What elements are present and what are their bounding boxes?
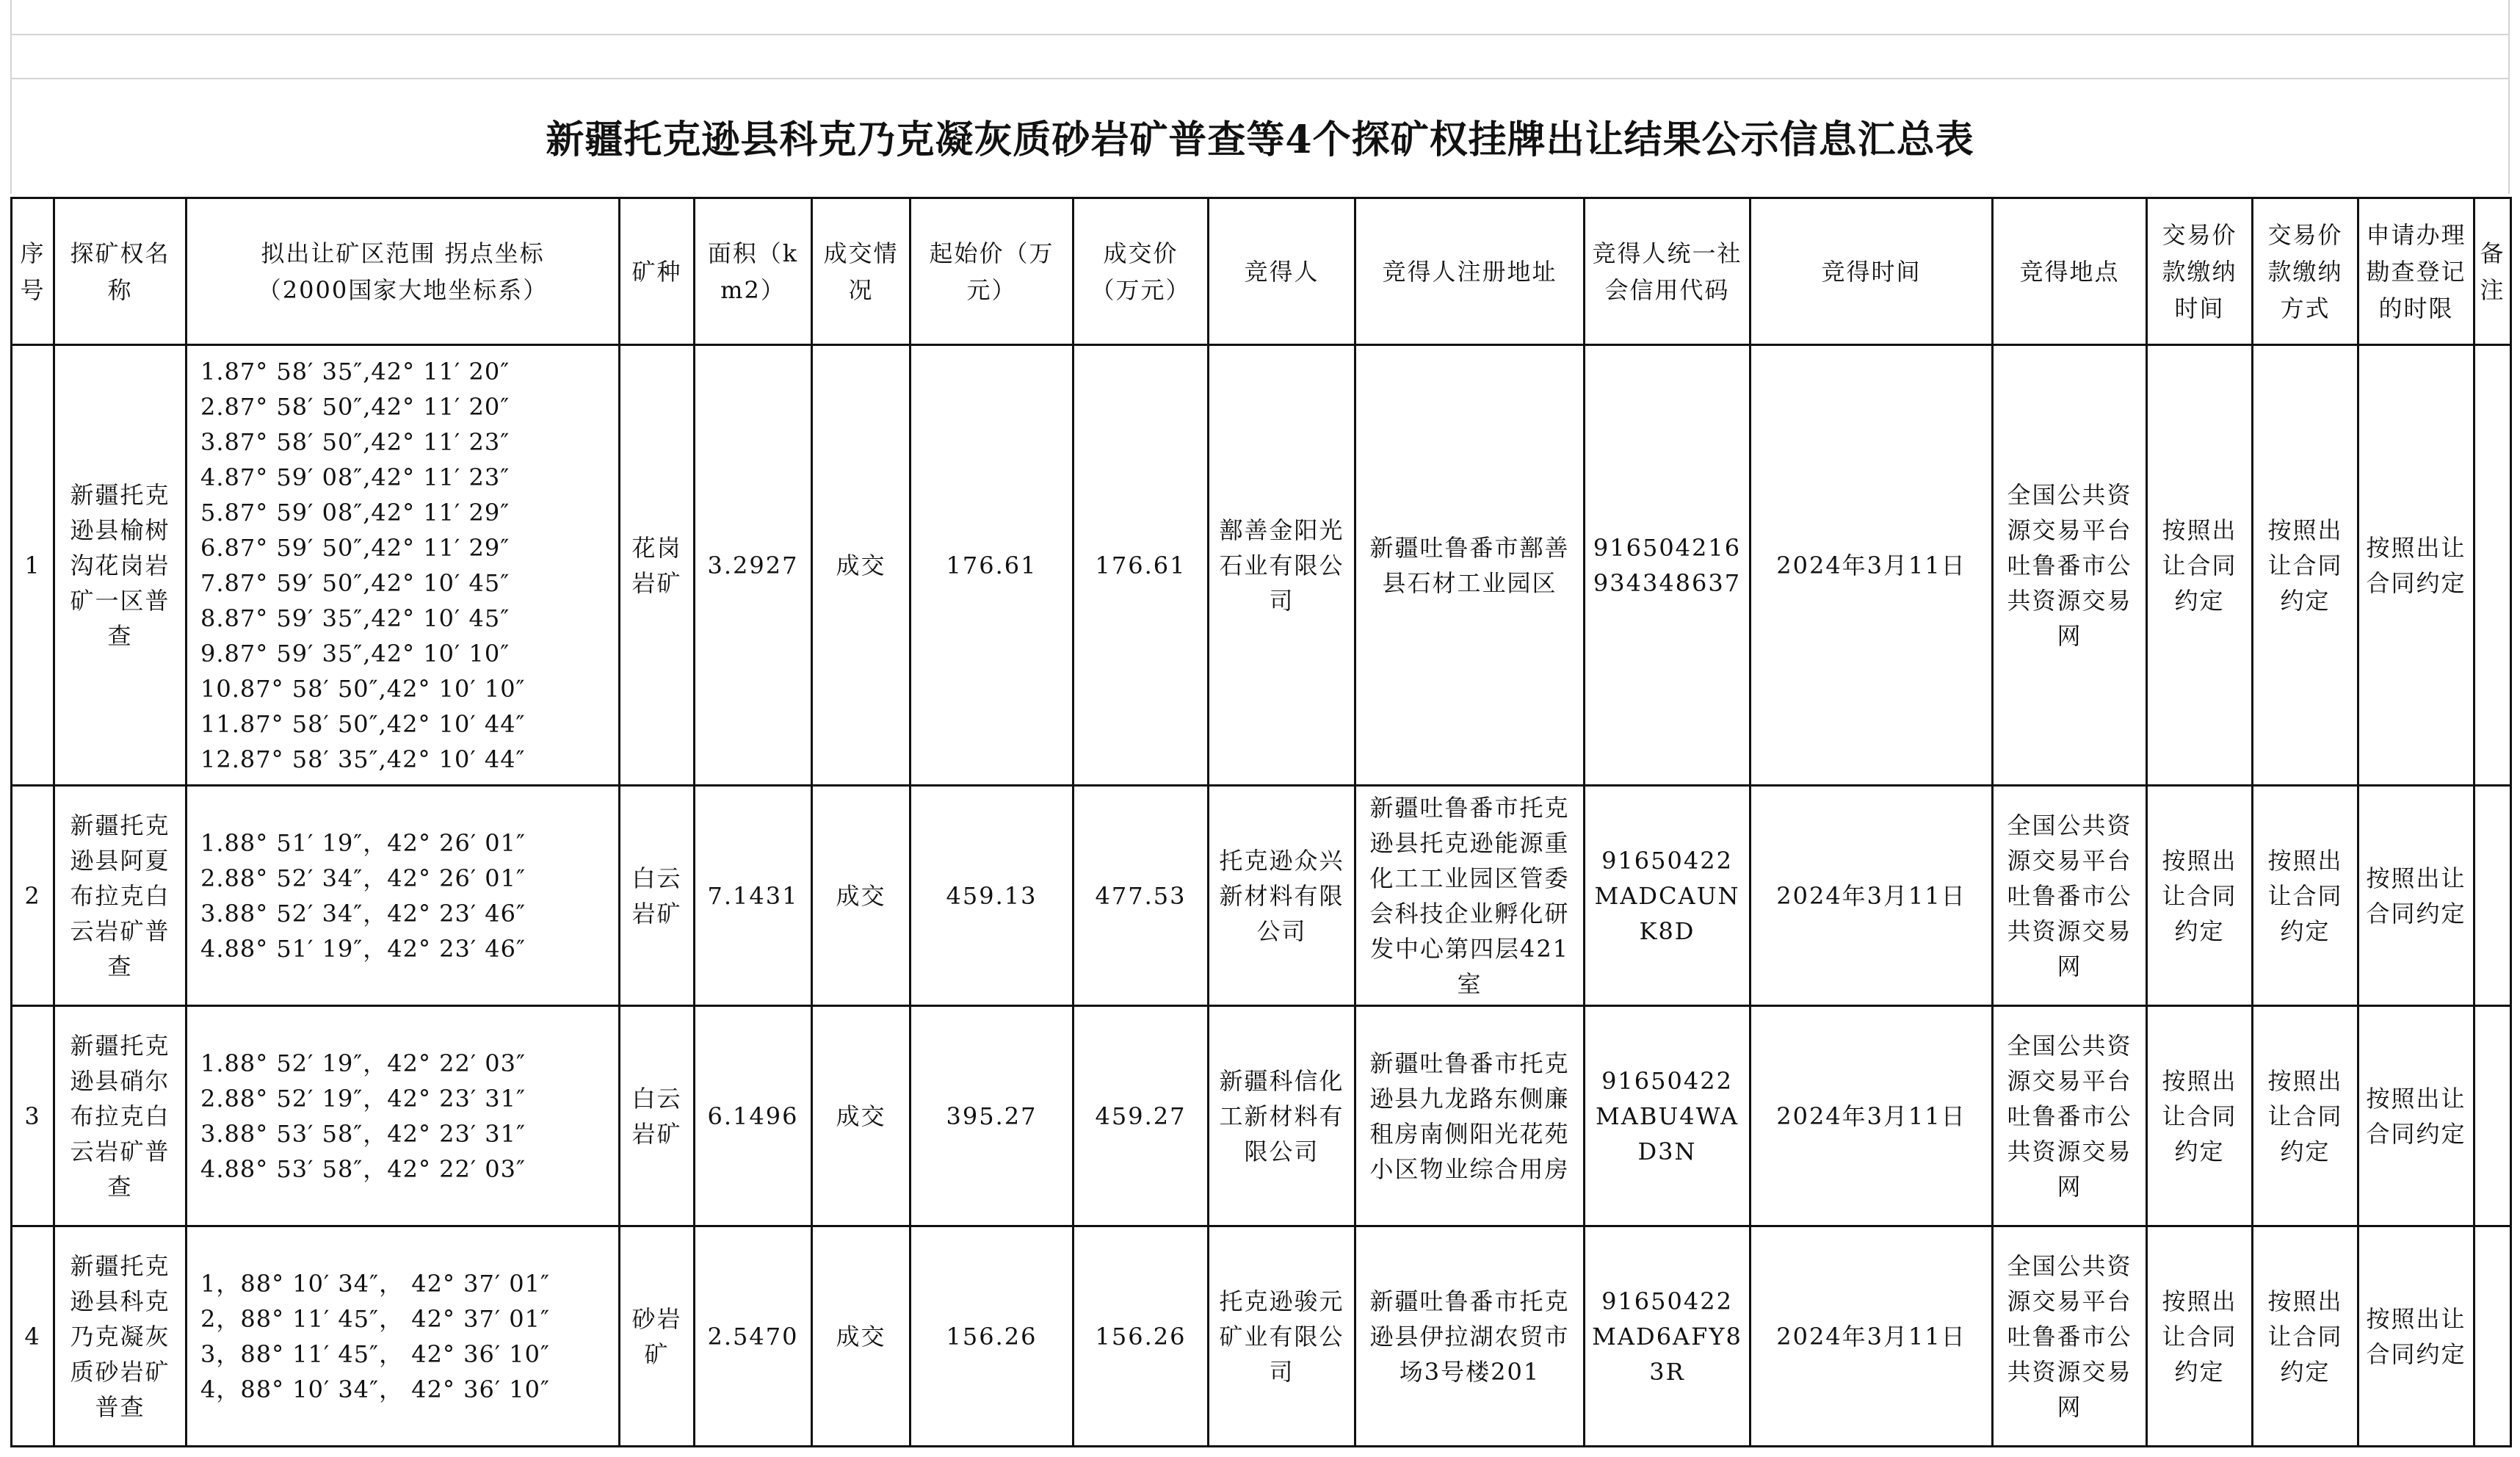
coord-line: 1.88° 52′ 19″，42° 22′ 03″ (200, 1049, 526, 1077)
coord-line: 11.87° 58′ 50″,42° 10′ 44″ (200, 709, 526, 738)
header-name: 探矿权名称 (54, 198, 187, 345)
coord-line: 1，88° 10′ 34″， 42° 37′ 01″ (200, 1269, 550, 1298)
coord-line: 4，88° 10′ 34″， 42° 36′ 10″ (200, 1375, 550, 1403)
cell-time: 2024年3月11日 (1750, 1226, 1993, 1447)
table-row (12, 786, 2511, 1006)
cell-coords (187, 1226, 620, 1447)
cell-credit: 91650422MAD6AFY83R (1585, 1226, 1750, 1447)
cell-time: 2024年3月11日 (1750, 786, 1993, 1006)
coord-line: 6.87° 59′ 50″,42° 11′ 29″ (200, 533, 510, 562)
cell-mineral: 砂岩矿 (620, 1226, 695, 1447)
cell-area: 3.2927 (695, 345, 812, 786)
cell-credit: 91650422MADCAUNK8D (1585, 786, 1750, 1006)
cell-mineral: 花岗岩矿 (620, 345, 695, 786)
header-status: 成交情况 (812, 198, 910, 345)
coord-line: 4.88° 53′ 58″，42° 22′ 03″ (200, 1154, 526, 1183)
header-place: 竞得地点 (1993, 198, 2147, 345)
cell-status: 成交 (812, 786, 910, 1006)
cell-place: 全国公共资源交易平台吐鲁番市公共资源交易网 (1993, 1006, 2147, 1226)
coord-line: 8.87° 59′ 35″,42° 10′ 45″ (200, 604, 510, 632)
cell-time: 2024年3月11日 (1750, 345, 1993, 786)
cell-area: 7.1431 (695, 786, 812, 1006)
cell-status: 成交 (812, 1006, 910, 1226)
cell-name: 新疆托克逊县科克乃克凝灰质砂岩矿普查 (54, 1226, 187, 1447)
cell-deal-price: 156.26 (1073, 1226, 1209, 1447)
cell-seq: 3 (12, 1006, 54, 1226)
coord-line: 9.87° 59′ 35″,42° 10′ 10″ (200, 639, 510, 668)
cell-winner: 托克逊众兴新材料有限公司 (1209, 786, 1355, 1006)
header-pay-method: 交易价款缴纳方式 (2253, 198, 2358, 345)
cell-register: 按照出让合同约定 (2358, 1226, 2474, 1447)
cell-coords (187, 1006, 620, 1226)
cell-seq: 2 (12, 786, 54, 1006)
cell-deal-price: 459.27 (1073, 1006, 1209, 1226)
coord-line: 3.88° 53′ 58″，42° 23′ 31″ (200, 1119, 526, 1148)
cell-start-price: 395.27 (910, 1006, 1073, 1226)
coord-line: 4.87° 59′ 08″,42° 11′ 23″ (200, 463, 510, 491)
cell-status: 成交 (812, 1226, 910, 1447)
coord-line: 4.88° 51′ 19″，42° 23′ 46″ (200, 934, 526, 963)
cell-place: 全国公共资源交易平台吐鲁番市公共资源交易网 (1993, 1226, 2147, 1447)
cell-credit: 916504216934348637 (1585, 345, 1750, 786)
table-row (12, 1006, 2511, 1226)
header-winner: 竞得人 (1209, 198, 1355, 345)
cell-deal-price: 176.61 (1073, 345, 1209, 786)
cell-pay-time: 按照出让合同约定 (2147, 345, 2253, 786)
cell-address: 新疆吐鲁番市托克逊县伊拉湖农贸市场3号楼201 (1355, 1226, 1585, 1447)
cell-area: 2.5470 (695, 1226, 812, 1447)
cell-winner: 托克逊骏元矿业有限公司 (1209, 1226, 1355, 1447)
cell-coords (187, 345, 620, 786)
coord-line: 2.88° 52′ 19″，42° 23′ 31″ (200, 1084, 526, 1113)
coord-line: 5.87° 59′ 08″,42° 11′ 29″ (200, 498, 510, 527)
header-range-main: 拟出让矿区范围 拐点坐标 (261, 239, 545, 267)
cell-remark (2474, 345, 2511, 786)
header-register: 申请办理勘查登记的时限 (2358, 198, 2474, 345)
header-start-price: 起始价（万元） (910, 198, 1073, 345)
cell-winner: 鄯善金阳光石业有限公司 (1209, 345, 1355, 786)
cell-address: 新疆吐鲁番市托克逊县九龙路东侧廉租房南侧阳光花苑小区物业综合用房 (1355, 1006, 1585, 1226)
cell-pay-time: 按照出让合同约定 (2147, 1006, 2253, 1226)
cell-pay-method: 按照出让合同约定 (2253, 1226, 2358, 1447)
cell-register: 按照出让合同约定 (2358, 345, 2474, 786)
cell-remark (2474, 1006, 2511, 1226)
cell-winner: 新疆科信化工新材料有限公司 (1209, 1006, 1355, 1226)
coord-line: 7.87° 59′ 50″,42° 10′ 45″ (200, 568, 510, 597)
header-pay-time: 交易价款缴纳时间 (2147, 198, 2253, 345)
cell-mineral: 白云岩矿 (620, 1006, 695, 1226)
cell-name: 新疆托克逊县榆树沟花岗岩矿一区普查 (54, 345, 187, 786)
cell-start-price: 176.61 (910, 345, 1073, 786)
header-mineral: 矿种 (620, 198, 695, 345)
header-range (187, 198, 620, 345)
coord-line: 3.87° 58′ 50″,42° 11′ 23″ (200, 427, 510, 456)
cell-mineral: 白云岩矿 (620, 786, 695, 1006)
header-deal-price: 成交价（万元） (1073, 198, 1209, 345)
coord-line: 2.88° 52′ 34″，42° 26′ 01″ (200, 864, 526, 892)
header-time: 竞得时间 (1750, 198, 1993, 345)
cell-credit: 91650422MABU4WAD3N (1585, 1006, 1750, 1226)
cell-seq: 4 (12, 1226, 54, 1447)
coord-line: 2.87° 58′ 50″,42° 11′ 20″ (200, 392, 510, 421)
cell-pay-time: 按照出让合同约定 (2147, 786, 2253, 1006)
cell-register: 按照出让合同约定 (2358, 786, 2474, 1006)
cell-remark (2474, 786, 2511, 1006)
cell-coords (187, 786, 620, 1006)
cell-start-price: 156.26 (910, 1226, 1073, 1447)
header-area: 面积（km2） (695, 198, 812, 345)
coord-line: 2，88° 11′ 45″， 42° 37′ 01″ (200, 1304, 550, 1333)
cell-seq: 1 (12, 345, 54, 786)
cell-pay-time: 按照出让合同约定 (2147, 1226, 2253, 1447)
table-row (12, 1226, 2511, 1447)
cell-name: 新疆托克逊县硝尔布拉克白云岩矿普查 (54, 1006, 187, 1226)
cell-address: 新疆吐鲁番市鄯善县石材工业园区 (1355, 345, 1585, 786)
cell-area: 6.1496 (695, 1006, 812, 1226)
header-credit: 竞得人统一社会信用代码 (1585, 198, 1750, 345)
cell-start-price: 459.13 (910, 786, 1073, 1006)
header-row (12, 198, 2511, 345)
header-seq: 序号 (12, 198, 54, 345)
coord-line: 10.87° 58′ 50″,42° 10′ 10″ (200, 674, 526, 703)
header-range-sub: （2000国家大地坐标系） (257, 275, 548, 304)
table-row (12, 345, 2511, 786)
header-address: 竞得人注册地址 (1355, 198, 1585, 345)
coord-line: 3.88° 52′ 34″，42° 23′ 46″ (200, 899, 526, 928)
page-title: 新疆托克逊县科克乃克凝灰质砂岩矿普查等4个探矿权挂牌出让结果公示信息汇总表 (546, 117, 1974, 162)
cell-deal-price: 477.53 (1073, 786, 1209, 1006)
results-table (10, 197, 2512, 1447)
coord-line: 12.87° 58′ 35″,42° 10′ 44″ (200, 745, 526, 773)
coord-line: 1.87° 58′ 35″,42° 11′ 20″ (200, 357, 510, 386)
coord-line: 3，88° 11′ 45″， 42° 36′ 10″ (200, 1340, 550, 1368)
header-remark: 备注 (2474, 198, 2511, 345)
cell-status: 成交 (812, 345, 910, 786)
cell-address: 新疆吐鲁番市托克逊县托克逊能源重化工工业园区管委会科技企业孵化研发中心第四层421室 (1355, 786, 1585, 1006)
cell-pay-method: 按照出让合同约定 (2253, 786, 2358, 1006)
cell-remark (2474, 1226, 2511, 1447)
cell-name: 新疆托克逊县阿夏布拉克白云岩矿普查 (54, 786, 187, 1006)
cell-place: 全国公共资源交易平台吐鲁番市公共资源交易网 (1993, 786, 2147, 1006)
cell-time: 2024年3月11日 (1750, 1006, 1993, 1226)
cell-place: 全国公共资源交易平台吐鲁番市公共资源交易网 (1993, 345, 2147, 786)
cell-register: 按照出让合同约定 (2358, 1006, 2474, 1226)
cell-pay-method: 按照出让合同约定 (2253, 345, 2358, 786)
coord-line: 1.88° 51′ 19″，42° 26′ 01″ (200, 828, 526, 857)
cell-pay-method: 按照出让合同约定 (2253, 1006, 2358, 1226)
